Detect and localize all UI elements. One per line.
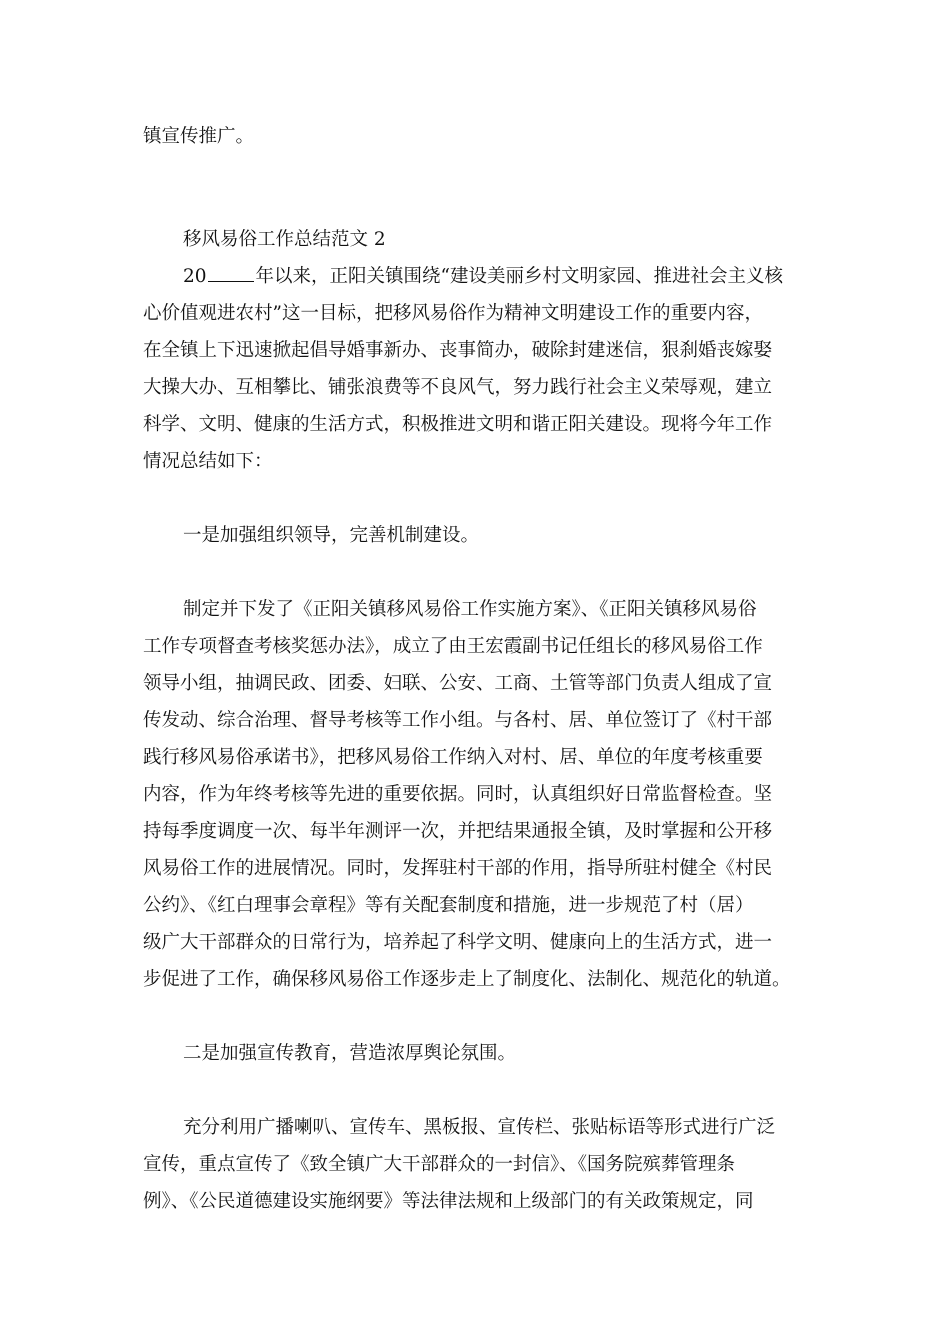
intro-line: 心价值观进农村”这一目标，把移风易俗作为精神文明建设工作的重要内容， — [143, 303, 763, 324]
intro-line: 大操大办、互相攀比、铺张浪费等不良风气，努力践行社会主义荣辱观，建立 — [143, 377, 773, 398]
para1-line: 传发动、综合治理、督导考核等工作小组。与各村、居、单位签订了《村干部 — [143, 710, 773, 731]
para1-line: 领导小组，抽调民政、团委、妇联、公安、工商、土管等部门负责人组成了宣 — [143, 673, 773, 694]
section-title: 移风易俗工作总结范文 2 — [183, 229, 386, 250]
para1-line: 内容，作为年终考核等先进的重要依据。同时，认真组织好日常监督检查。坚 — [143, 784, 773, 805]
para1-line: 步促进了工作，确保移风易俗工作逐步走上了制度化、法制化、规范化的轨道。 — [143, 969, 791, 990]
heading-organization: 一是加强组织领导，完善机制建设。 — [183, 525, 480, 546]
para2-line: 充分利用广播喇叭、宣传车、黑板报、宣传栏、张贴标语等形式进行广泛 — [183, 1117, 776, 1138]
heading-publicity: 二是加强宣传教育，营造浓厚舆论氛围。 — [183, 1043, 517, 1064]
para1-line: 公约》、《红白理事会章程》等有关配套制度和措施，进一步规范了村（居） — [143, 895, 754, 916]
year-prefix: 20 — [183, 266, 207, 287]
para2-line: 例》、《公民道德建设实施纲要》等法律法规和上级部门的有关政策规定，同 — [143, 1191, 754, 1212]
para1-line: 风易俗工作的进展情况。同时，发挥驻村干部的作用，指导所驻村健全《村民 — [143, 858, 773, 879]
year-blank — [208, 265, 254, 282]
intro-line: 科学、文明、健康的生活方式，积极推进文明和谐正阳关建设。现将今年工作 — [143, 414, 773, 435]
para1-line: 级广大干部群众的日常行为，培养起了科学文明、健康向上的生活方式，进一 — [143, 932, 773, 953]
previous-section-tail: 镇宣传推广。 — [143, 126, 255, 147]
para1-line: 践行移风易俗承诺书》，把移风易俗工作纳入对村、居、单位的年度考核重要 — [143, 747, 763, 768]
intro-first-line-text: 年以来，正阳关镇围绕“建设美丽乡村文明家园、推进社会主义核 — [255, 266, 784, 287]
para1-line: 制定并下发了《正阳关镇移风易俗工作实施方案》、《正阳关镇移风易俗 — [183, 599, 757, 620]
para1-line: 持每季度调度一次、每半年测评一次，并把结果通报全镇，及时掌握和公开移 — [143, 821, 773, 842]
intro-first-line — [183, 264, 807, 290]
intro-line: 情况总结如下： — [143, 451, 273, 472]
intro-line: 在全镇上下迅速掀起倡导婚事新办、丧事简办，破除封建迷信，狠刹婚丧嫁娶 — [143, 340, 773, 361]
para2-line: 宣传，重点宣传了《致全镇广大干部群众的一封信》、《国务院殡葬管理条 — [143, 1154, 736, 1175]
para1-line: 工作专项督查考核奖惩办法》，成立了由王宏霞副书记任组长的移风易俗工作 — [143, 636, 763, 657]
